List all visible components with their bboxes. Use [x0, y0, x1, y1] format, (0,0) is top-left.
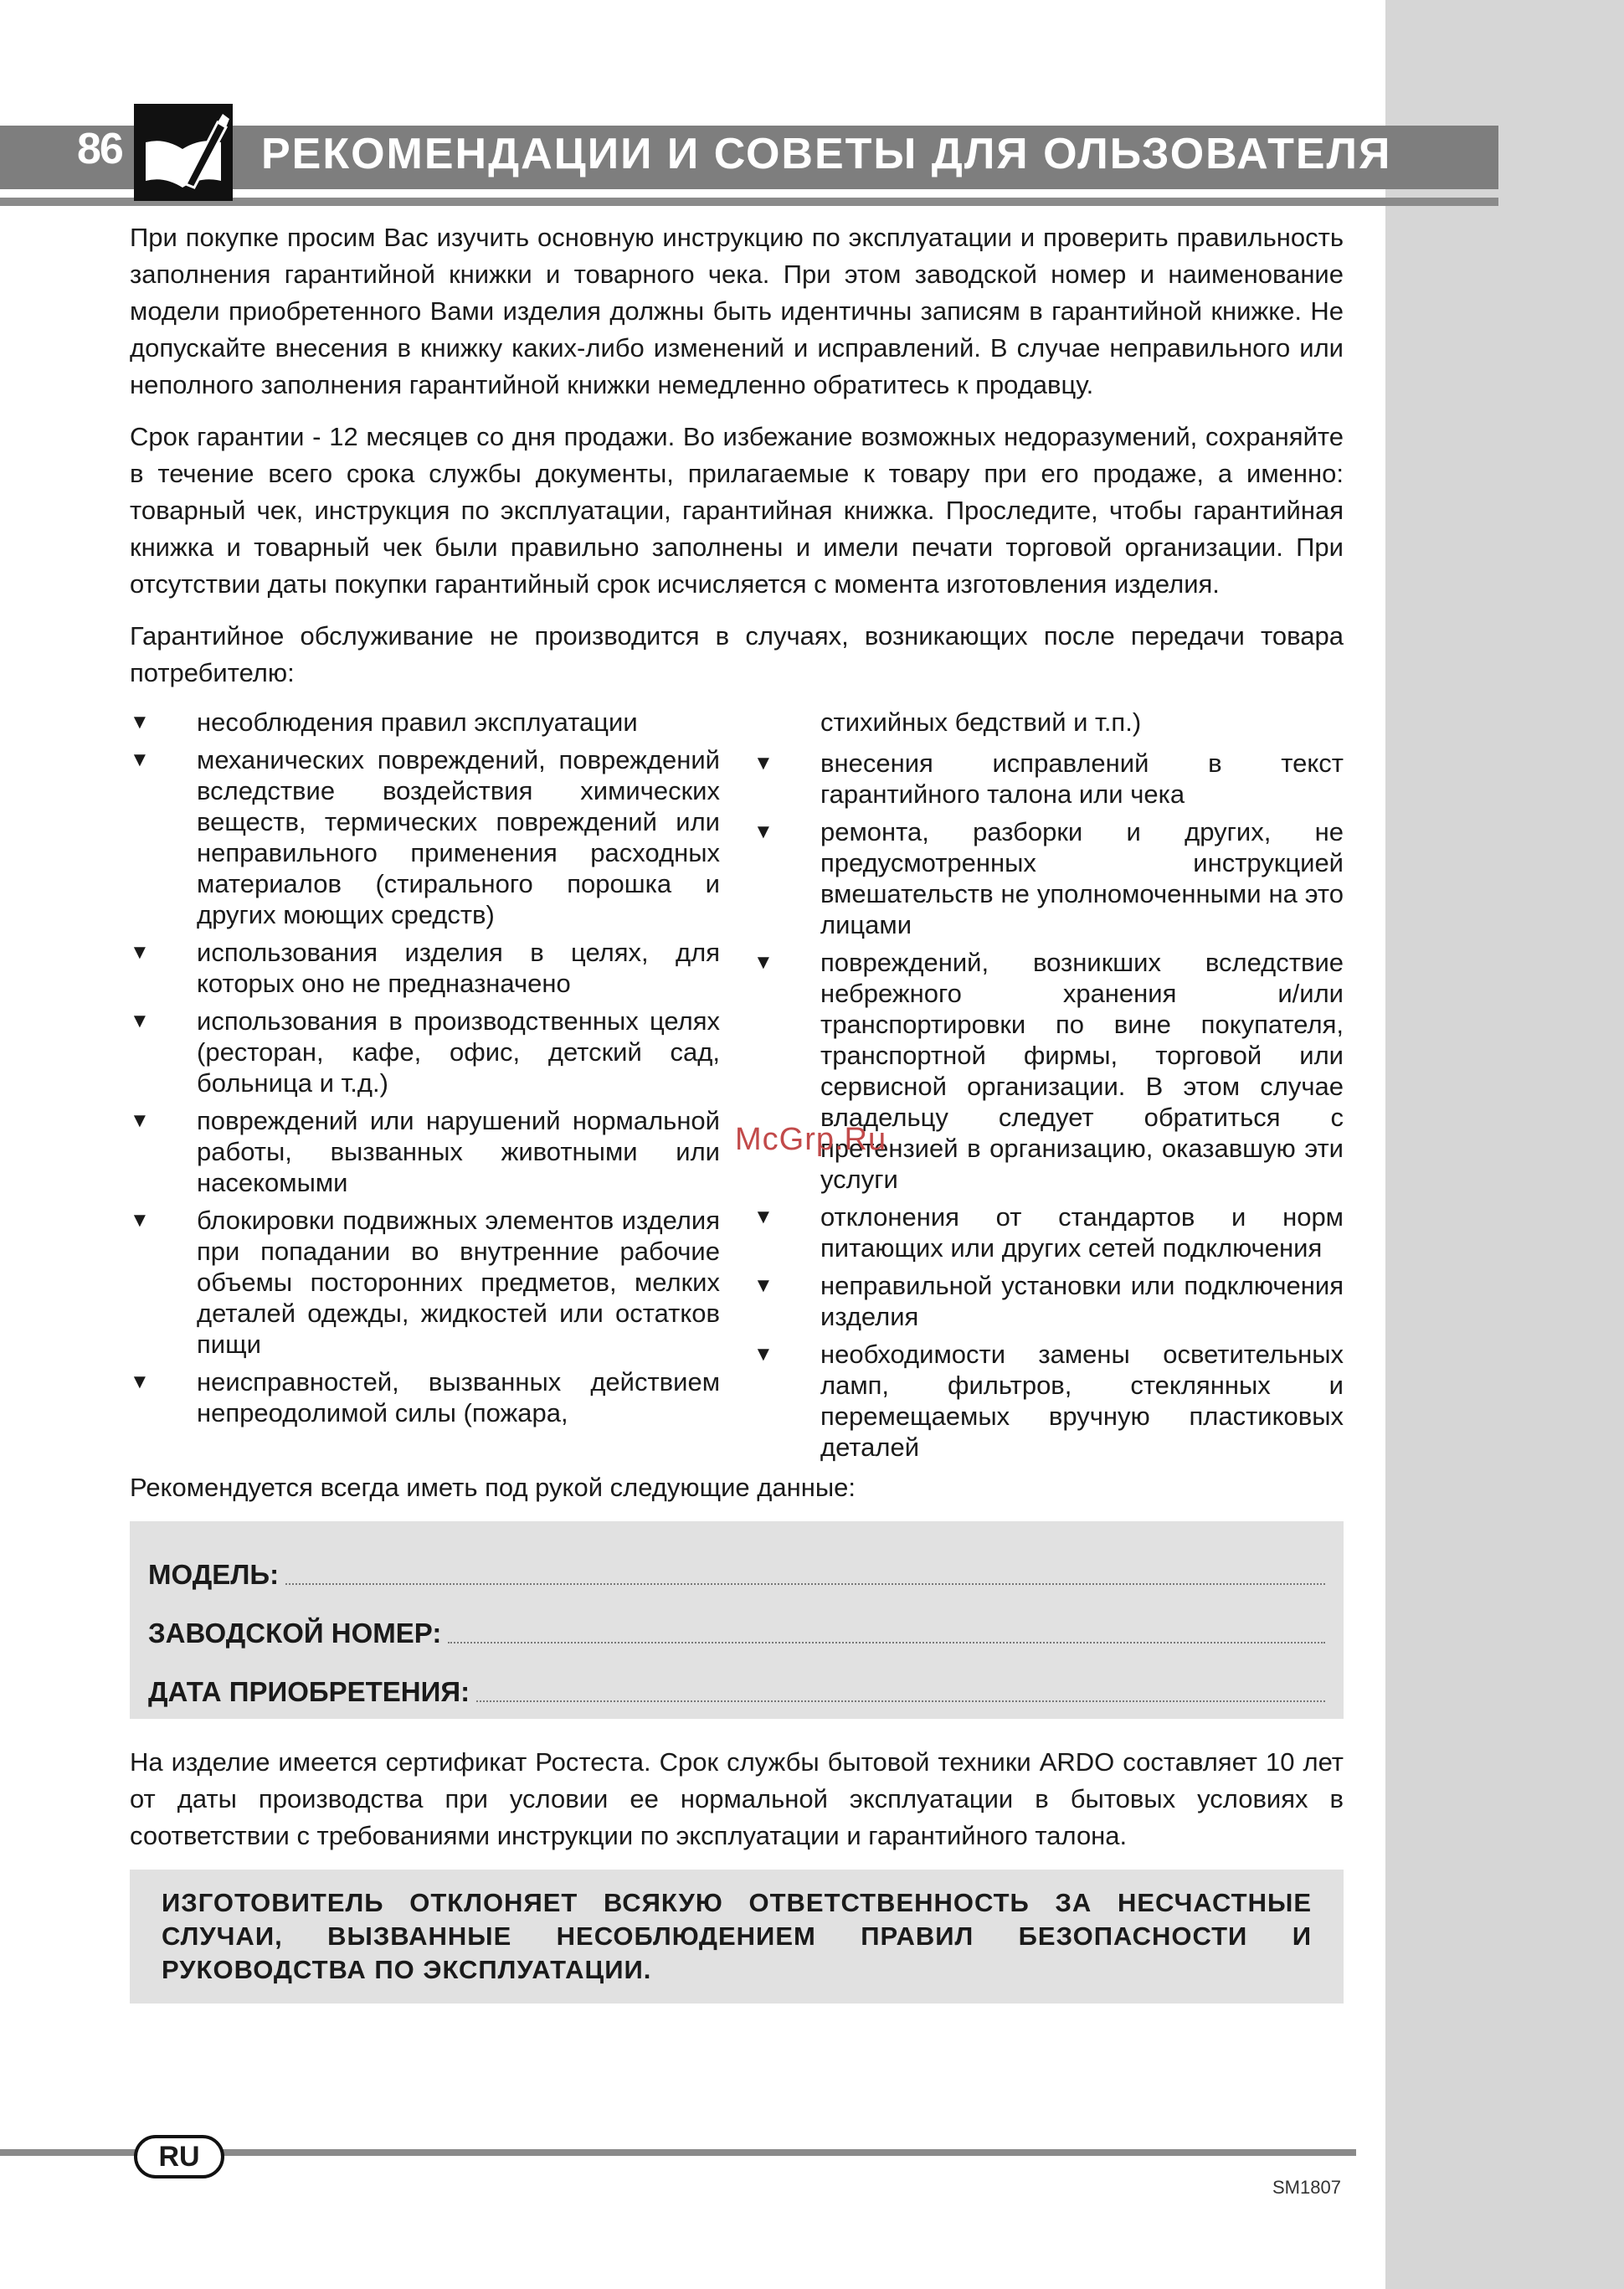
content-area — [130, 219, 1344, 2004]
list-item: ▼ необходимости замены осветительных ламп, фильтров, стеклянных и перемещаемых вручную пластиковых деталей — [753, 1340, 1344, 1462]
watermark: McGrp.Ru — [735, 1122, 887, 1157]
list-item: ▼ механических повреждений, повреждений вследствие воздействия химических веществ, термических повреждений или неправильного применения расходных материалов (стирального порошка и других моющих средств) — [130, 745, 720, 929]
liability-warning: ИЗГОТОВИТЕЛЬ ОТКЛОНЯЕТ ВСЯКУЮ ОТВЕТСТВЕННОСТЬ ЗА НЕСЧАСТНЫЕ СЛУЧАИ, ВЫЗВАННЫЕ НЕСОБЛЮДЕНИЕМ ПРАВИЛ БЕЗОПАСНОСТИ И РУКОВОДСТВА ПО ЭКСПЛУАТАЦИИ. — [130, 1870, 1344, 2004]
triangle-down-icon: ▼ — [753, 951, 773, 974]
paragraph-instructions: При покупке просим Вас изучить основную инструкцию по эксплуатации и проверить правильность заполнения гарантийной книжки и товарного чека. При этом заводской номер и наименование модели приобретенного Вами изделия должны быть идентичны записям в гарантийной книжке. Не допускайте внесения в книжку каких-либо изменений и исправлений. В случае неправильного или неполного заполнения гарантийной книжки немедленно обратитесь к продавцу. — [130, 223, 1344, 399]
exclusions-column-right — [753, 707, 1344, 1469]
exclusions-column-left — [130, 707, 720, 1469]
purchase-date-fill-line[interactable] — [476, 1700, 1325, 1702]
triangle-down-icon: ▼ — [753, 820, 773, 843]
list-item: ▼ ремонта, разборки и других, не предусмотренных инструкцией вмешательств не уполномоченными на это лицами — [753, 817, 1344, 939]
list-item: ▼ внесения исправлений в текст гарантийного талона или чека — [753, 748, 1344, 809]
serial-number-label: ЗАВОДСКОЙ НОМЕР: — [148, 1618, 442, 1649]
triangle-down-icon: ▼ — [130, 1209, 150, 1232]
purchase-date-label: ДАТА ПРИОБРЕТЕНИЯ: — [148, 1676, 470, 1707]
serial-number-field[interactable] — [148, 1593, 1325, 1652]
list-item: ▼ отклонения от стандартов и норм питающих или других сетей подключения — [753, 1202, 1344, 1263]
product-data-box — [130, 1521, 1344, 1719]
certificate-text: На изделие имеется сертификат Ростеста. Срок службы бытовой техники ARDO составляет 10 лет от даты производства при условии ее нормальной эксплуатации в бытовых условиях в соответствии с требованиями инструкции по эксплуатации и гарантийного талона. — [130, 1747, 1344, 1850]
triangle-down-icon: ▼ — [753, 1343, 773, 1366]
triangle-down-icon: ▼ — [130, 1010, 150, 1032]
triangle-down-icon: ▼ — [753, 1206, 773, 1228]
page-title: РЕКОМЕНДАЦИИ И СОВЕТЫ ДЛЯ ОЛЬЗОВАТЕЛЯ — [261, 130, 1392, 178]
list-item: ▼ использования в производственных целях (ресторан, кафе, офис, детский сад, больница и т.д.) — [130, 1006, 720, 1098]
triangle-down-icon: ▼ — [130, 941, 150, 964]
document-code: SM1807 — [1272, 2177, 1341, 2198]
list-item: ▼ использования изделия в целях, для которых оно не предназначено — [130, 938, 720, 998]
list-item: ▼ неправильной установки или подключения изделия — [753, 1271, 1344, 1331]
exclusions-columns — [130, 707, 1344, 1469]
recommend-text: Рекомендуется всегда иметь под рукой следующие данные: — [130, 1473, 856, 1502]
triangle-down-icon: ▼ — [130, 1109, 150, 1132]
list-item: ▼ неисправностей, вызванных действием непреодолимой силы (пожара, — [130, 1367, 720, 1427]
triangle-down-icon: ▼ — [753, 1274, 773, 1297]
list-item: ▼ несоблюдения правил эксплуатации — [130, 707, 638, 737]
open-book-pencil-icon — [134, 104, 233, 201]
paragraph-exclusions-intro: Гарантийное обслуживание не производится в случаях, возникающих после передачи товара потребителю: — [130, 621, 1344, 687]
list-item-continuation: стихийных бедствий и т.п.) — [820, 707, 1142, 737]
list-item: ▼ повреждений или нарушений нормальной работы, вызванных животными или насекомыми — [130, 1106, 720, 1197]
triangle-down-icon: ▼ — [130, 748, 150, 771]
serial-number-fill-line[interactable] — [448, 1642, 1325, 1643]
list-item: ▼ повреждений, возникших вследствие небрежного хранения и/или транспортировки по вине покупателя, транспортной фирмы, торговой или сервисной организации. В этом случае владельцу следует обратиться с претензией в организацию, оказавшую эти услуги — [753, 948, 1344, 1194]
triangle-down-icon: ▼ — [130, 1371, 150, 1393]
list-item: ▼ блокировки подвижных элементов изделия при попадании во внутренние рабочие объемы посторонних предметов, мелких деталей одежды, жидкостей или остатков пищи — [130, 1206, 720, 1359]
model-field[interactable] — [148, 1535, 1325, 1593]
language-badge: RU — [134, 2135, 224, 2178]
triangle-down-icon: ▼ — [130, 711, 150, 733]
paragraph-warranty-term: Срок гарантии - 12 месяцев со дня продажи. Во избежание возможных недоразумений, сохраняйте в течение всего срока службы документы, прилагаемые к товару при его продаже, а именно: товарный чек, инструкция по эксплуатации, гарантийная книжка. Проследите, чтобы гарантийная книжка и товарный чек были правильно заполнены и имели печати торговой организации. При отсутствии даты покупки гарантийный срок исчисляется с момента изготовления изделия. — [130, 422, 1344, 599]
model-fill-line[interactable] — [285, 1583, 1325, 1585]
page-number: 86 — [77, 125, 122, 173]
triangle-down-icon: ▼ — [753, 752, 773, 774]
model-label: МОДЕЛЬ: — [148, 1559, 280, 1590]
side-strip — [1385, 0, 1624, 2289]
purchase-date-field[interactable] — [148, 1652, 1325, 1710]
